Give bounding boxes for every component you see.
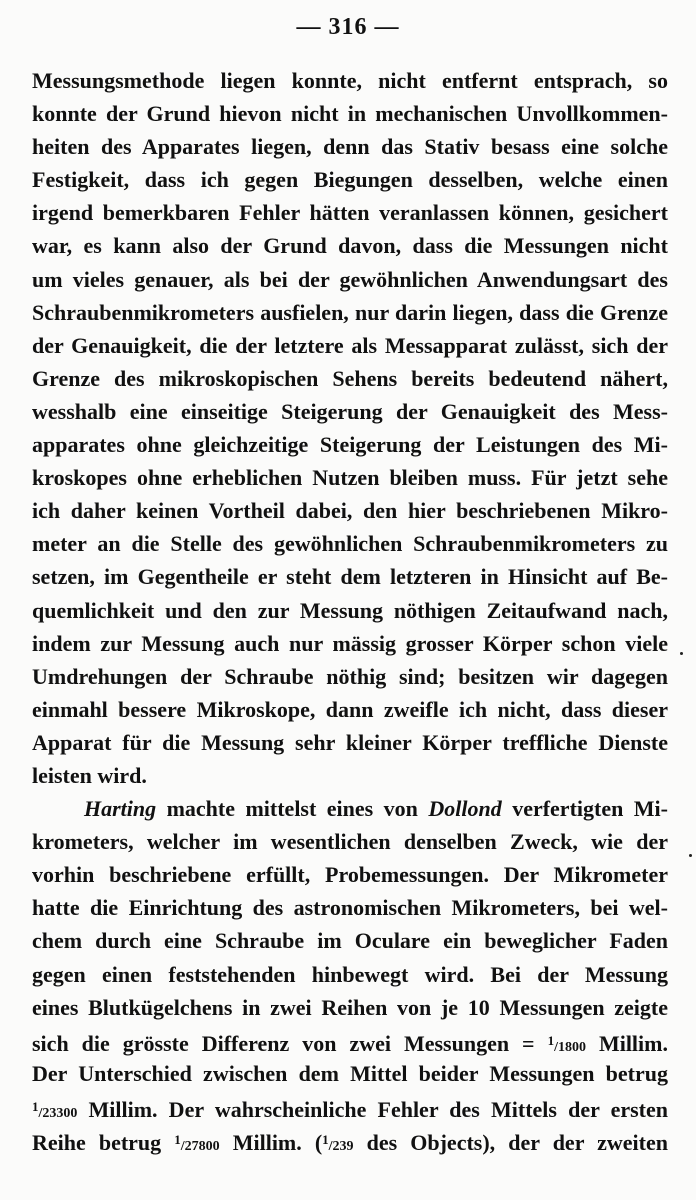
text-segment: Millim. (	[219, 1130, 323, 1155]
text-line: ich daher keinen Vortheil dabei, den hier beschriebenen Mikro-	[32, 498, 668, 524]
text-line: chem durch eine Schraube im Oculare ein beweglicher Faden	[32, 928, 668, 954]
text-segment: machte mittelst eines von	[156, 796, 429, 822]
text-line: Der Unterschied zwischen dem Mittel beider Messungen betrug	[32, 1060, 668, 1086]
text-line: einmahl bessere Mikroskope, dann zweifle ich nicht, dass dieser	[32, 696, 668, 722]
text-segment: Millim. Der wahrscheinliche Fehler des Mittels der ersten	[77, 1096, 668, 1122]
text-line: eines Blutkügelchens in zwei Reihen von je 10 Messungen zeigte	[32, 994, 668, 1020]
fraction-denominator: /239	[328, 1139, 354, 1154]
text-line: vorhin beschriebene erfüllt, Probemessungen. Der Mikrometer	[32, 862, 668, 888]
text-line: konnte der Grund hievon nicht in mechanischen Unvollkommen-	[32, 101, 668, 127]
margin-speck	[689, 854, 692, 857]
fraction-numerator: 1	[174, 1132, 181, 1147]
text-line: gegen einen feststehenden hinbewegt wird. Bei der Messung	[32, 961, 668, 987]
text-line: setzen, im Gegentheile er steht dem letzteren in Hinsicht auf Be-	[32, 564, 668, 590]
fraction-denominator: /23300	[38, 1105, 78, 1121]
text-line: Messungsmethode liegen konnte, nicht entfernt entsprach, so	[32, 68, 668, 93]
text-line: irgend bemerkbaren Fehler hätten veranlassen können, gesichert	[32, 200, 668, 226]
text-line: Apparat für die Messung sehr kleiner Körper treffliche Dienste	[32, 729, 668, 755]
text-line: meter an die Stelle des gewöhnlichen Schraubenmikrometers zu	[32, 531, 668, 557]
text-line: kroskopes ohne erheblichen Nutzen bleiben muss. Für jetzt sehe	[32, 465, 668, 491]
text-line	[32, 1090, 668, 1123]
text-line: Grenze des mikroskopischen Sehens bereits bedeutend nähert,	[32, 365, 668, 391]
text-line: hatte die Einrichtung des astronomischen Mikrometers, bei wel-	[32, 895, 668, 921]
text-segment: Reihe betrug	[32, 1130, 175, 1155]
page-number: — 316 —	[296, 14, 400, 40]
text-line: krometers, welcher im wesentlichen denselben Zweck, wie der	[32, 829, 668, 855]
text-line: um vieles genauer, als bei der gewöhnlichen Anwendungsart des	[32, 266, 668, 292]
text-line: war, es kann also der Grund davon, dass die Messungen nicht	[32, 233, 668, 259]
text-segment: sich die grösste Differenz von zwei Messungen =	[32, 1030, 548, 1056]
margin-speck	[680, 652, 683, 655]
paragraph-1	[32, 64, 668, 792]
text-line: apparates ohne gleichzeitige Steigerung der Leistungen des Mi-	[32, 432, 668, 458]
text-line: heiten des Apparates liegen, denn das Stativ besass eine solche	[32, 134, 668, 160]
text-line	[32, 792, 668, 825]
fraction-numerator: 1	[322, 1132, 329, 1147]
text-line: Schraubenmikrometers ausfielen, nur darin liegen, dass die Grenze	[32, 299, 668, 325]
text-line: leisten wird.	[32, 762, 147, 788]
text-line	[32, 1123, 668, 1156]
author-name-dollond: Dollond	[428, 796, 502, 822]
text-segment: Millim.	[585, 1030, 668, 1056]
text-line: Umdrehungen der Schraube nöthig sind; besitzen wir dagegen	[32, 663, 668, 689]
text-line: der Genauigkeit, die der letztere als Messapparat zulässt, sich der	[32, 332, 668, 358]
fraction-numerator: 1	[547, 1032, 555, 1048]
text-line: quemlichkeit und den zur Messung nöthigen Zeitaufwand nach,	[32, 597, 668, 623]
text-segment: des Objects), der der zweiten	[353, 1130, 668, 1155]
author-name-harting: Harting	[84, 796, 157, 822]
body-text	[32, 64, 668, 1156]
fraction-numerator: 1	[32, 1098, 39, 1114]
text-segment: verfertigten Mi-	[501, 796, 668, 822]
text-line: indem zur Messung auch nur mässig grosser Körper schon viele	[32, 630, 668, 656]
text-line: Festigkeit, dass ich gegen Biegungen desselben, welche einen	[32, 167, 668, 193]
paragraph-2	[32, 792, 668, 1156]
text-line: wesshalb eine einseitige Steigerung der Genauigkeit des Mess-	[32, 398, 668, 424]
fraction-denominator: /27800	[180, 1139, 220, 1154]
fraction-denominator: /1800	[554, 1039, 586, 1055]
text-line	[32, 1024, 668, 1057]
